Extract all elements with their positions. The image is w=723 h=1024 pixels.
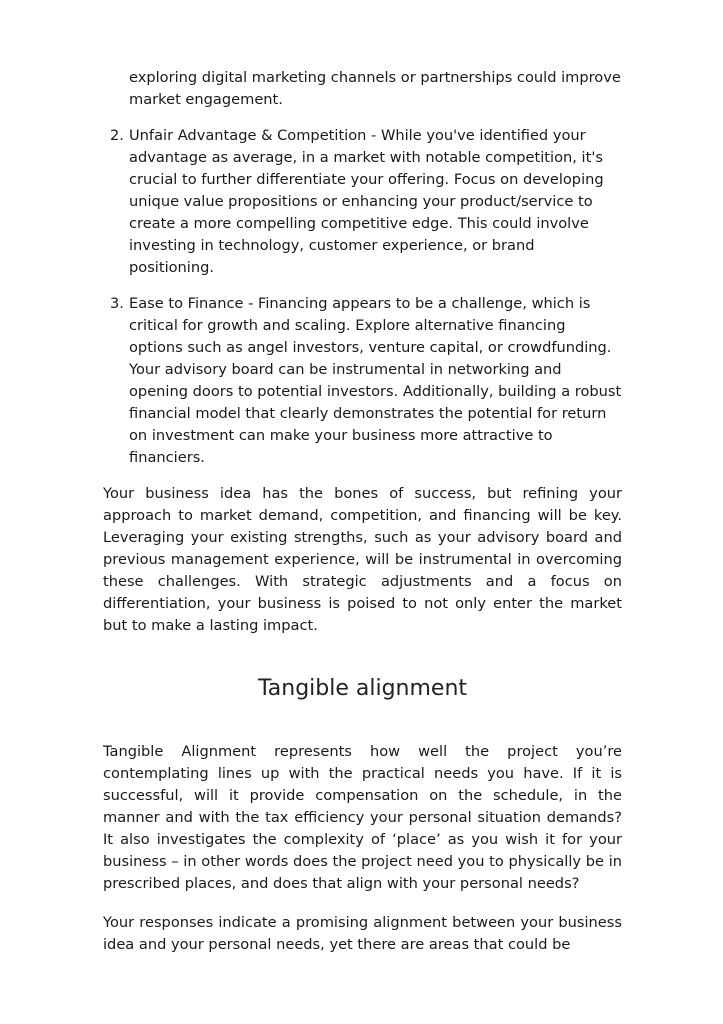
summary-paragraph: Your business idea has the bones of success, but refining your approach to market demand, competition, and financing will be key. Leveraging your existing strengths, such as your advisory board and previous management experience, will be instrumental in overcoming these challenges. With strategic adjustments and a focus on differentiation, your business is poised to not only enter the market but to make a lasting impact.: [103, 485, 622, 634]
list-item-number: 2.: [110, 127, 124, 144]
section-response-paragraph: Your responses indicate a promising alignment between your business idea and your personal needs, yet there are areas that could be: [103, 914, 622, 953]
document-page: [103, 67, 622, 973]
list-item-text: Unfair Advantage & Competition - While you've identified your advantage as average, in a market with notable competition, it's crucial to further differentiate your offering. Focus on developing unique value propositions or enhancing your product/service to create a more compelling competitive edge. This could involve investing in technology, customer experience, or brand positioning.: [129, 127, 604, 276]
list-item-text: Ease to Finance - Financing appears to be a challenge, which is critical for growth and scaling. Explore alternative financing options such as angel investors, venture capital, or crowdfunding. Your advisory board can be instrumental in networking and opening doors to potential investors. Additionally, building a robust financial model that clearly demonstrates the potential for return on investment can make your business more attractive to financiers.: [129, 295, 622, 466]
list-item-ease-to-finance: [103, 293, 622, 469]
list-item-unfair-advantage: [103, 125, 622, 279]
recommendations-list: [103, 67, 622, 469]
section-intro-paragraph: Tangible Alignment represents how well the project you’re contemplating lines up with the practical needs you have. If it is successful, will it provide compensation on the schedule, in the manner and with the tax efficiency your personal situation demands? It also investigates the complexity of ‘place’ as you wish it for your business – in other words does the project need you to physically be in prescribed places, and does that align with your personal needs?: [103, 743, 622, 892]
list-item-text: exploring digital marketing channels or partnerships could improve market engagement.: [129, 69, 621, 108]
list-item-continuation: [103, 67, 622, 111]
list-item-number: 3.: [110, 295, 124, 312]
section-title: Tangible alignment: [257, 676, 468, 701]
